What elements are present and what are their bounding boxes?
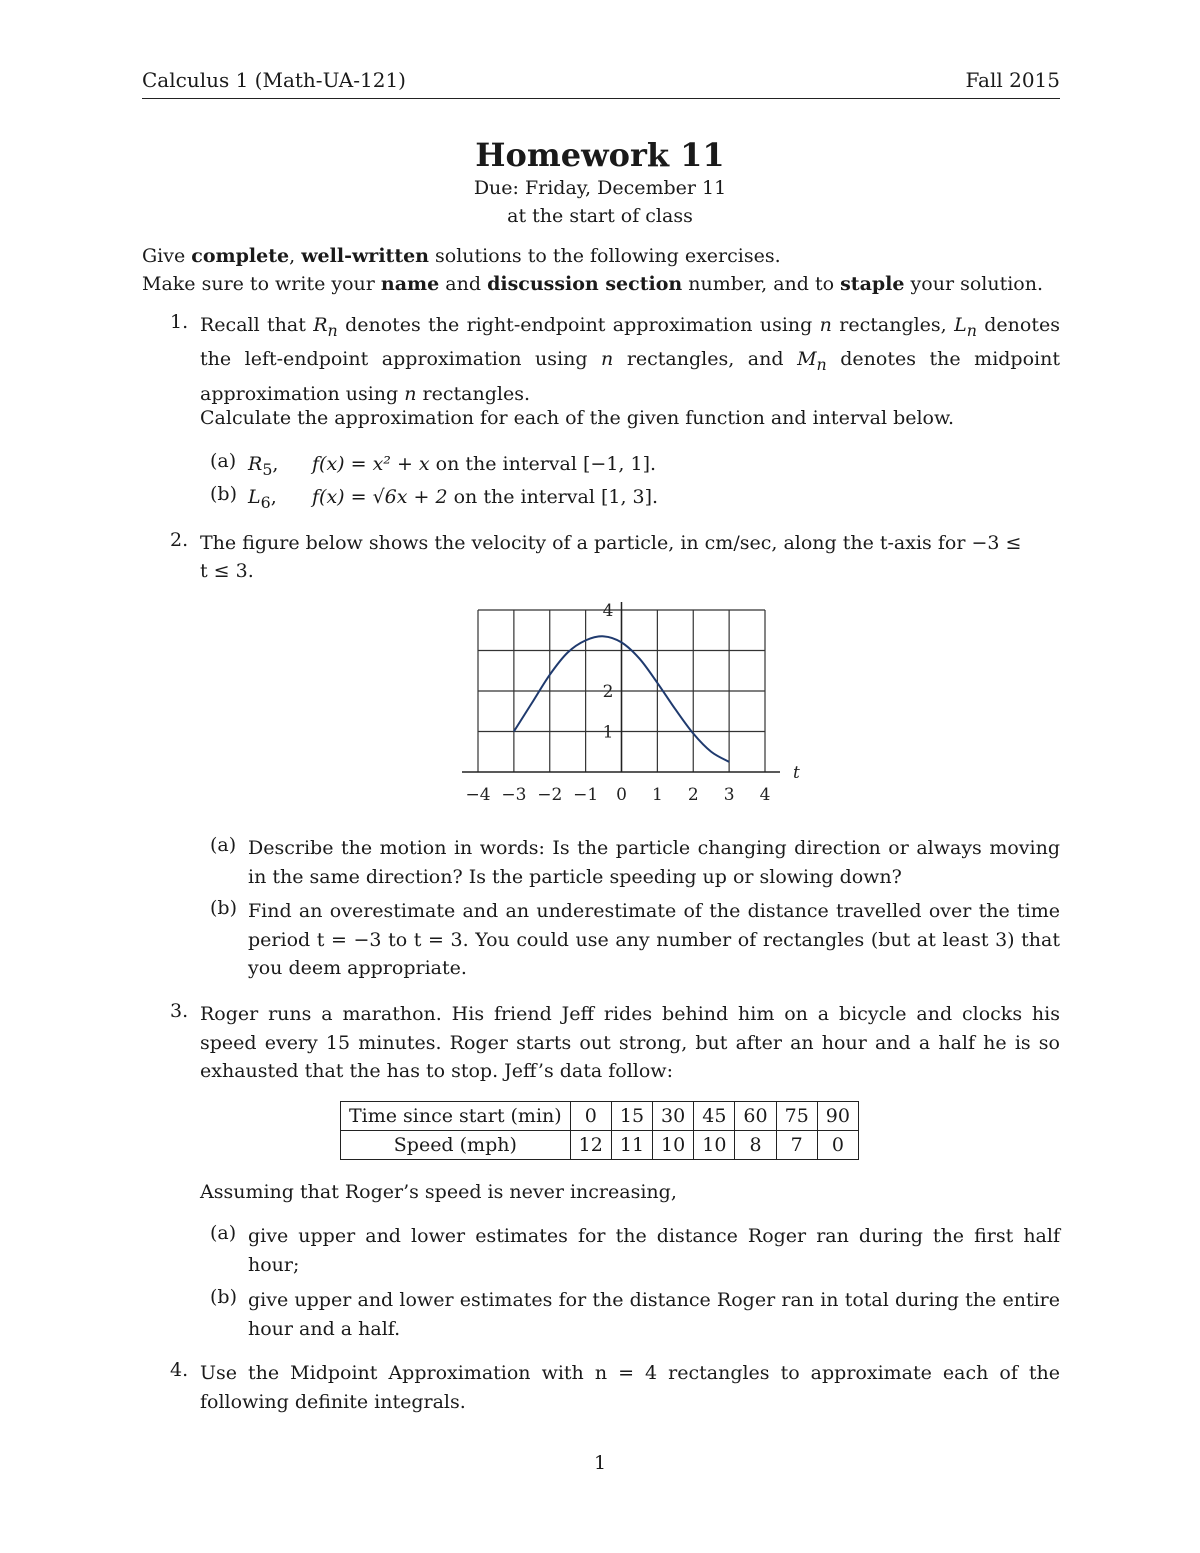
q1-text: denotes the midpoint approximation using <box>200 348 1060 405</box>
chart-axes <box>462 602 780 772</box>
velocity-chart <box>455 600 805 810</box>
math-n: n <box>816 355 827 375</box>
q2-part-b-text: Find an overestimate and an underestimate of the distance travelled over the time period t = −3 to t = 3. You could use any number of rectangles (but at least 3) that you deem appropriate. <box>248 900 1060 979</box>
math-n: n <box>404 382 417 405</box>
q1-part-b <box>248 483 277 517</box>
interval-text: on the interval [1, 3]. <box>447 486 659 508</box>
table-cell: 75 <box>776 1102 817 1131</box>
q1-text: rectangles, and <box>613 348 798 371</box>
intro-text: , <box>289 245 302 267</box>
intro-text: Make sure to write your <box>142 273 381 295</box>
q1-text: denotes the right-endpoint approximation using <box>337 314 820 336</box>
x-tick-label: −3 <box>501 785 527 805</box>
question-1-number: 1. <box>170 311 189 333</box>
table-cell: 45 <box>694 1102 735 1131</box>
question-1-text <box>200 311 1060 408</box>
table-row-header: Time since start (min) <box>341 1102 571 1131</box>
table-cell: 8 <box>735 1131 776 1160</box>
intro-line-1 <box>142 242 1060 271</box>
course-name: Calculus 1 (Math-UA-121) <box>142 68 406 92</box>
term: Fall 2015 <box>965 68 1060 92</box>
due-date: Due: Friday, December 11 <box>473 177 727 199</box>
math-n: n <box>966 320 977 340</box>
comma: , <box>272 453 279 475</box>
math-R: R <box>313 314 328 336</box>
math-L: L <box>248 486 261 508</box>
table-cell: 10 <box>653 1131 694 1160</box>
q3-part-b-label: (b) <box>210 1286 237 1308</box>
math-n: n <box>327 320 338 340</box>
q3-part-a-label: (a) <box>210 1222 237 1244</box>
table-cell: 0 <box>570 1102 611 1131</box>
table-row-header: Speed (mph) <box>341 1131 571 1160</box>
x-tick-label: 4 <box>759 785 771 805</box>
intro-text: solutions to the following exercises. <box>429 245 781 267</box>
question-3-assumption: Assuming that Roger’s speed is never increasing, <box>200 1181 677 1203</box>
question-2-text-line-1: The figure below shows the velocity of a particle, in cm/sec, along the t-axis for −3 ≤ <box>200 532 1022 554</box>
math-n: n <box>601 348 614 371</box>
q1-part-b-label: (b) <box>210 483 237 505</box>
table-cell: 11 <box>611 1131 652 1160</box>
q2-part-b-label: (b) <box>210 897 237 919</box>
x-axis-label: t <box>793 763 800 783</box>
question-2-text-line-2: t ≤ 3. <box>200 560 254 582</box>
x-tick-label: −2 <box>537 785 563 805</box>
intro-emphasis: name <box>380 273 440 295</box>
q1-text: rectangles, <box>831 314 955 336</box>
y-tick-label: 4 <box>602 601 614 621</box>
table-cell: 60 <box>735 1102 776 1131</box>
x-tick-label: 3 <box>723 785 735 805</box>
q1-text: Recall that <box>200 314 314 336</box>
page-title: Homework 11 <box>475 136 725 174</box>
table-cell: 12 <box>570 1131 611 1160</box>
page-number: 1 <box>593 1452 607 1474</box>
x-tick-label: −1 <box>573 785 599 805</box>
q1-part-a <box>248 450 278 484</box>
intro-emphasis: staple <box>840 273 905 295</box>
question-4-text: Use the Midpoint Approximation with n = 4 rectangles to approximate each of the following definite integrals. <box>200 1362 1060 1413</box>
x-tick-label: −4 <box>465 785 491 805</box>
due-time: at the start of class <box>507 205 693 227</box>
q1-part-b-function <box>312 483 658 512</box>
interval-text: on the interval [−1, 1]. <box>429 453 657 475</box>
q2-part-a-label: (a) <box>210 834 237 856</box>
q2-part-a-text: Describe the motion in words: Is the particle changing direction or always moving in the same direction? Is the particle speeding up or slowing down? <box>248 837 1060 888</box>
intro-text: your solution. <box>904 273 1044 295</box>
intro-emphasis: discussion section <box>487 273 683 295</box>
math-function: f(x) = x² + x <box>312 453 430 475</box>
table-cell: 0 <box>817 1131 858 1160</box>
x-tick-label: 2 <box>687 785 699 805</box>
question-1-instruction: Calculate the approximation for each of the given function and interval below. <box>200 407 955 429</box>
math-subscript: 5 <box>262 459 273 479</box>
x-tick-label: 1 <box>651 785 663 805</box>
q3-part-b-text: give upper and lower estimates for the distance Roger ran in total during the entire hour and a half. <box>248 1289 1060 1340</box>
speed-table <box>340 1101 859 1160</box>
math-subscript: 6 <box>260 492 271 512</box>
q1-part-a-label: (a) <box>210 450 237 472</box>
math-L: L <box>954 314 967 336</box>
table-cell: 7 <box>776 1131 817 1160</box>
question-4-number: 4. <box>170 1359 189 1381</box>
math-R: R <box>248 453 263 475</box>
intro-emphasis: complete <box>191 245 290 267</box>
intro-text: and <box>439 273 488 295</box>
question-3-text: Roger runs a marathon. His friend Jeff rides behind him on a bicycle and clocks his speed every 15 minutes. Roger starts out strong, but after an hour and a half he is so exhausted that the has to stop. Jeff’s data follow: <box>200 1003 1060 1082</box>
intro-text: Give <box>142 245 192 267</box>
y-tick-label: 2 <box>602 682 614 702</box>
table-cell: 30 <box>653 1102 694 1131</box>
y-tick-label: 1 <box>602 722 614 743</box>
table-cell: 90 <box>817 1102 858 1131</box>
math-function: f(x) = √6x + 2 <box>312 486 448 508</box>
chart-tick-labels <box>465 601 800 805</box>
intro-text: number, and to <box>682 273 841 295</box>
question-3-number: 3. <box>170 1000 189 1022</box>
table-cell: 15 <box>611 1102 652 1131</box>
intro-line-2 <box>142 270 1072 299</box>
q1-text: rectangles. <box>416 382 530 405</box>
table-row <box>341 1102 859 1131</box>
q3-part-a-text: give upper and lower estimates for the distance Roger ran during the first half hour; <box>248 1225 1060 1276</box>
table-row <box>341 1131 859 1160</box>
math-n: n <box>819 314 832 336</box>
due-info <box>0 174 1200 230</box>
math-M: M <box>797 348 817 371</box>
x-tick-label: 0 <box>616 785 627 805</box>
q1-part-a-function <box>312 450 656 479</box>
intro-emphasis: well-written <box>301 245 429 267</box>
q1-text: denotes the left-endpoint approximation using <box>200 314 1060 371</box>
table-cell: 10 <box>694 1131 735 1160</box>
comma: , <box>270 486 277 508</box>
page-header <box>142 68 1060 99</box>
question-2-number: 2. <box>170 529 189 551</box>
